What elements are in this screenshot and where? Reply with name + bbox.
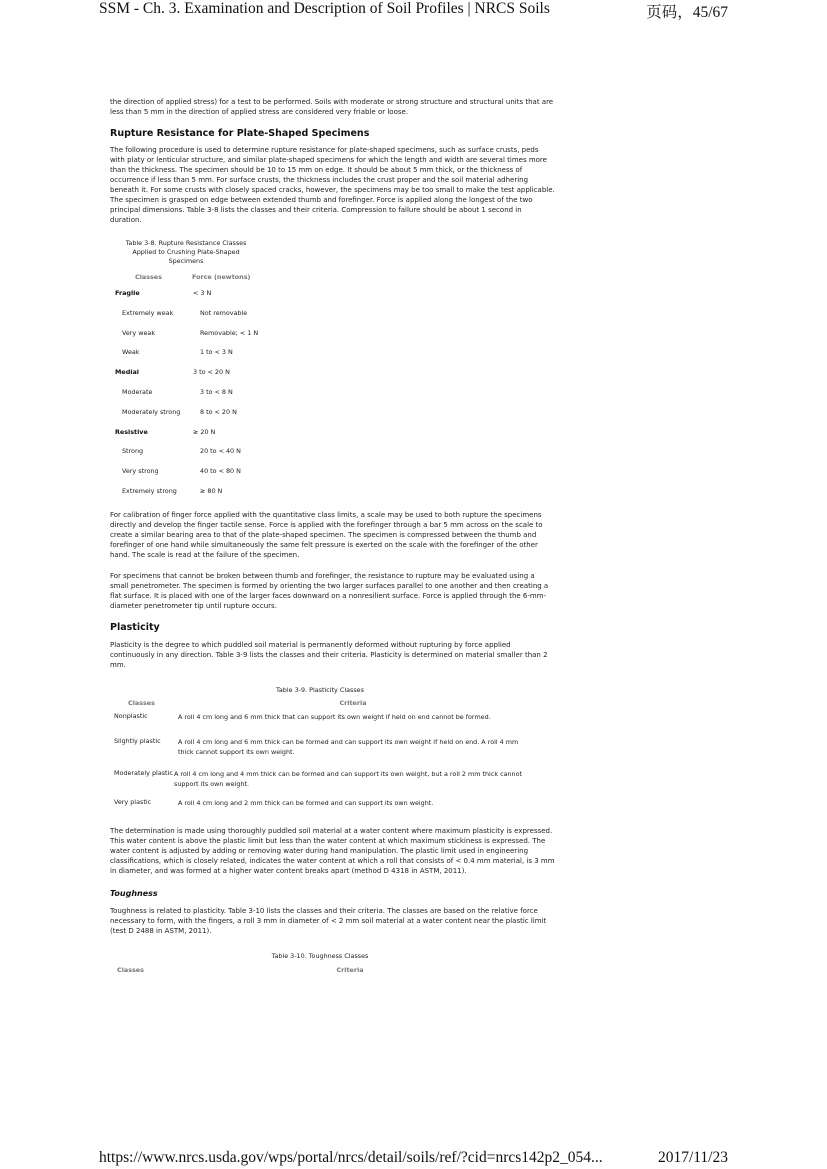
table-cell: 20 to < 40 N: [200, 447, 241, 456]
table-cell: Removable; < 1 N: [200, 328, 259, 337]
table-cell: Nonplastic: [114, 711, 148, 720]
table-row: [114, 446, 274, 466]
table-row: [110, 712, 555, 737]
intro-paragraph: the direction of applied stress) for a test to be performed. Soils with moderate or strong structure and structural units that are less than 5 mm in the direction of applied stress are considered very friable or loose.: [110, 98, 554, 116]
print-date: 2017/11/23: [657, 1149, 728, 1166]
table-header: [110, 965, 555, 975]
paragraph-determination: The determination is made using thoroughly puddled soil material at a water content where maximum plasticity is expressed. This water content is above the plastic limit but less than the water content at which maximum stickiness is expressed. The water content is adjusted by adding or removing water during hand manipulation. The plastic limit used in engineering classifications, which is closely related, indicates the water content at which a roll that consists of < 0.4 mm material, is 3 mm in diameter, and was formed at a higher water content breaks apart (method D 4318 in ASTM, 2011).: [110, 826, 555, 875]
table-row: [114, 387, 274, 407]
table-cell: Resistive: [115, 427, 148, 436]
column-header: Criteria: [336, 965, 364, 974]
table-cell: < 3 N: [193, 289, 212, 297]
table-cell: Very strong: [122, 467, 159, 476]
column-header: Classes: [128, 698, 155, 707]
column-header: Criteria: [339, 698, 367, 707]
table-header: [114, 272, 274, 282]
table-cell: 3 to < 20 N: [193, 368, 230, 377]
paragraph-plasticity: Plasticity is the degree to which puddled soil material is permanently deformed without rupturing by force applied continuously in any direction. Table 3-9 lists the classes and their criteria. Plasticity is determined on material smaller than 2 mm.: [110, 640, 548, 669]
table-row: [114, 288, 274, 308]
table-3-9: [110, 686, 555, 812]
column-header: Classes: [117, 965, 144, 974]
paragraph-penetrometer: For specimens that cannot be broken between thumb and forefinger, the resistance to rupture may be evaluated using a small penetrometer. The specimen is formed by orienting the two larger surfaces parallel to one another and then creating a flat surface. It is placed with one of the larger faces downward on a nonresilient surface. Force is applied through the 6-mm-diameter penetrometer tip until rupture occurs.: [110, 571, 549, 610]
table-cell: ≥ 80 N: [200, 486, 223, 495]
source-url: https://www.nrcs.usda.gov/wps/portal/nrcs/detail/soils/ref/?cid=nrcs142p2_054...: [99, 1149, 603, 1166]
table-cell: 1 to < 3 N: [200, 348, 233, 357]
table-cell: Slightly plastic: [114, 736, 161, 745]
table-3-10: [110, 952, 555, 975]
page-footer: [99, 1149, 728, 1167]
table-cell: Very weak: [122, 328, 156, 337]
table-row: [114, 427, 274, 447]
table-cell: A roll 4 cm long and 6 mm thick that can support its own weight if held on end cannot be formed.: [178, 712, 491, 721]
table-caption: Table 3-9. Plasticity Classes: [276, 685, 364, 694]
column-header: Classes: [135, 273, 162, 281]
table-header: [110, 698, 555, 708]
table-row: [114, 367, 274, 387]
table-3-8: [114, 239, 274, 498]
table-cell: Moderate: [122, 387, 153, 396]
table-cell: A roll 4 cm long and 4 mm thick can be formed and can support its own weight, but a roll 2 mm thick cannot support its own weight.: [174, 769, 523, 789]
table-row: [114, 328, 274, 348]
paragraph-plate: The following procedure is used to determine rupture resistance for plate-shaped specimens, such as surface crusts, peds with platy or lenticular structure, and similar plate-shaped specimens for which the length and width are several times more than the thickness. The specimen should be 10 to 15 mm on edge. It should be about 5 mm thick, or the thickness of occurrence if less than 5 mm. For surface crusts, the thickness includes the crust proper and the soil material adhering beneath it. For some crusts with closely spaced cracks, however, the specimens may be too small to make the test applicable. The specimen is grasped on edge between extended thumb and forefinger. Force is applied along the longest of the two principal dimensions. Table 3-8 lists the classes and their criteria. Compression to failure should be about 1 second in duration.: [110, 146, 555, 224]
table-cell: Medial: [115, 368, 139, 377]
table-cell: 3 to < 8 N: [200, 387, 233, 396]
page-header: [99, 0, 728, 22]
heading-toughness: Toughness: [110, 888, 158, 898]
table-cell: Extremely weak: [122, 308, 174, 317]
table-cell: Weak: [122, 348, 140, 357]
table-cell: 40 to < 80 N: [200, 467, 241, 476]
page-number: 页码，45/67: [646, 4, 728, 21]
paragraph-toughness: Toughness is related to plasticity. Table 3-10 lists the classes and their criteria. The classes are based on the relative force necessary to form, with the fingers, a roll 3 mm in diameter of < 2 mm soil material at a water content near the plastic limit (test D 2488 in ASTM, 2011).: [110, 906, 547, 935]
table-row: [114, 407, 274, 427]
table-cell: Moderately plastic: [114, 768, 173, 777]
table-cell: Not removable: [200, 308, 248, 317]
heading-rupture-plate: Rupture Resistance for Plate-Shaped Specimens: [110, 128, 370, 139]
table-caption: Table 3-10. Toughness Classes: [271, 951, 369, 960]
table-cell: ≥ 20 N: [193, 427, 216, 436]
table-cell: Fragile: [115, 289, 140, 297]
table-row: [114, 466, 274, 486]
table-row: [114, 308, 274, 328]
table-row: [110, 769, 555, 798]
table-row: [110, 798, 555, 812]
table-cell: Extremely strong: [122, 486, 177, 495]
table-cell: Very plastic: [114, 797, 152, 806]
table-cell: A roll 4 cm long and 2 mm thick can be formed and can support its own weight.: [178, 798, 434, 807]
table-row: [114, 486, 274, 498]
table-cell: A roll 4 cm long and 6 mm thick can be formed and can support its own weight if held on end. A roll 4 mm thick cannot support its own weight.: [178, 737, 519, 757]
column-header: Force (newtons): [192, 273, 251, 281]
table-row: [114, 347, 274, 367]
document-title: SSM - Ch. 3. Examination and Description of Soil Profiles | NRCS Soils: [99, 0, 550, 17]
table-row: [110, 737, 555, 769]
paragraph-calibration: For calibration of finger force applied with the quantitative class limits, a scale may be used to both rupture the specimens directly and develop the finger tactile sense. Force is applied with the forefinger through a bar 5 mm across on the scale to create a similar bearing area to that of the plate-shaped specimen. The specimen is compressed between the thumb and forefinger of one hand while simultaneously the same felt pressure is exerted on the scale with the forefinger of the other hand. The scale is read at the failure of the specimen.: [110, 510, 543, 559]
table-cell: Moderately strong: [122, 407, 181, 416]
page-content: [110, 97, 555, 975]
heading-plasticity: Plasticity: [110, 621, 160, 633]
table-cell: Strong: [122, 447, 144, 456]
table-caption: Table 3-8. Rupture Resistance Classes Applied to Crushing Plate-Shaped Specimens: [125, 239, 247, 265]
table-cell: 8 to < 20 N: [200, 407, 237, 416]
